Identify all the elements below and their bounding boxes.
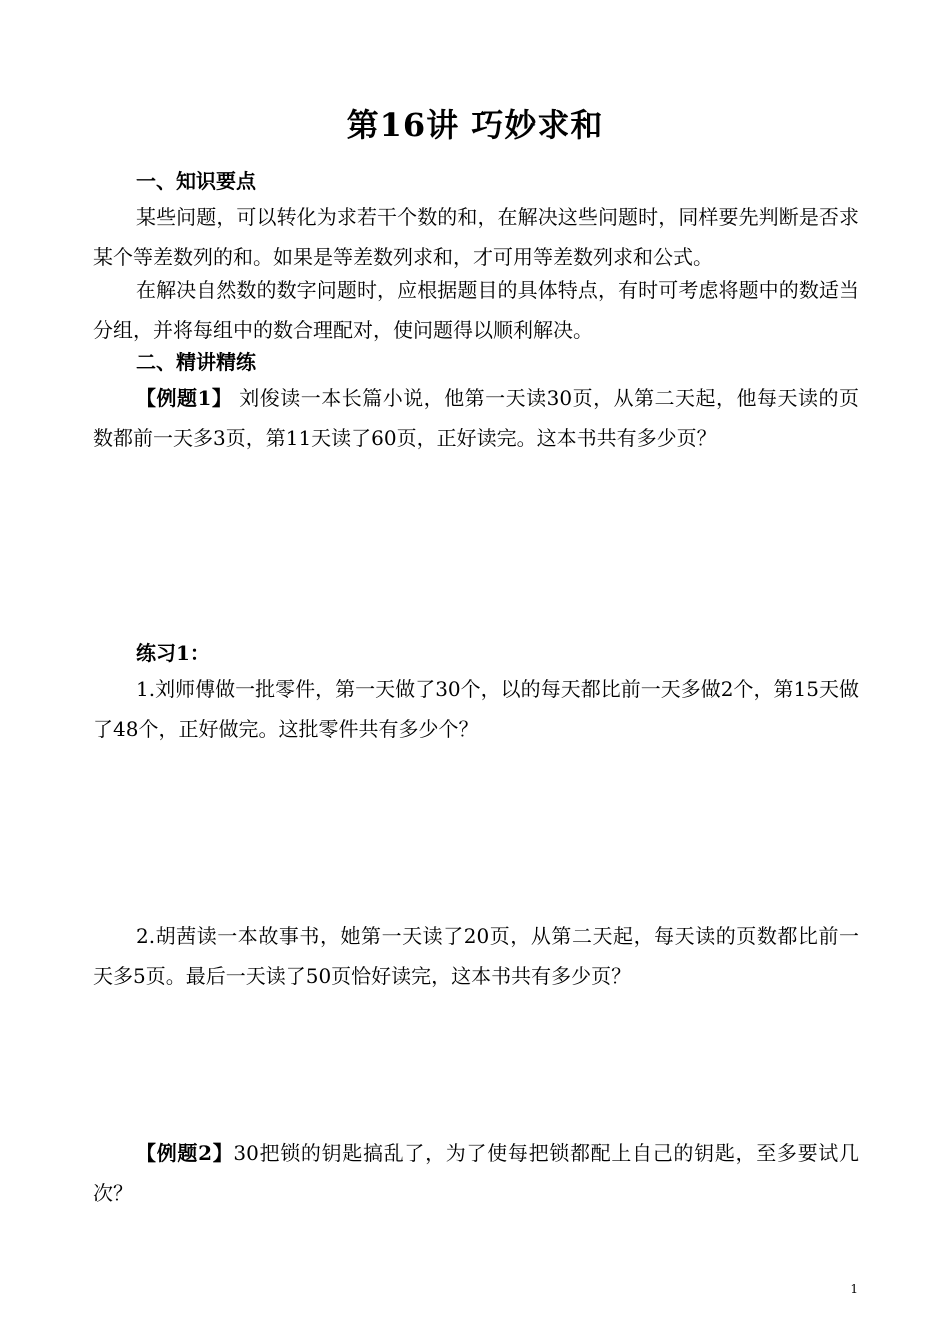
section-heading-practice: 二、精讲精练 [136,350,256,374]
knowledge-paragraph-2: 在解决自然数的数字问题时，应根据题目的具体特点，有时可考虑将题中的数适当分组，并将每组中的数合理配对，使问题得以顺利解决。 [93,278,859,342]
example-2 [93,1133,859,1213]
page-number: 1 [850,1282,858,1296]
practice-1-heading: 练习1： [136,641,210,665]
page-title: 第16讲 巧妙求和 [346,106,604,144]
practice-1-item-2: 2.胡茜读一本故事书，她第一天读了20页，从第二天起，每天读的页数都比前一天多5页。最后一天读了50页恰好读完，这本书共有多少页？ [93,924,859,988]
example-1 [93,378,859,458]
practice-1-item-1: 1.刘师傅做一批零件，第一天做了30个，以的每天都比前一天多做2个，第15天做了48个，正好做完。这批零件共有多少个？ [93,677,859,741]
example-2-label: 【例题2】 [136,1141,234,1165]
example-2-text: 30把锁的钥匙搞乱了，为了使每把锁都配上自己的钥匙，至多要试几次？ [93,1141,859,1205]
example-1-text: 刘俊读一本长篇小说，他第一天读30页，从第二天起，他每天读的页数都前一天多3页，第11天读了60页，正好读完。这本书共有多少页？ [93,386,859,450]
knowledge-paragraph-1: 某些问题，可以转化为求若干个数的和，在解决这些问题时，同样要先判断是否求某个等差数列的和。如果是等差数列求和，才可用等差数列求和公式。 [93,205,859,269]
example-1-label: 【例题1】 [136,386,233,410]
section-heading-knowledge: 一、知识要点 [136,169,256,193]
